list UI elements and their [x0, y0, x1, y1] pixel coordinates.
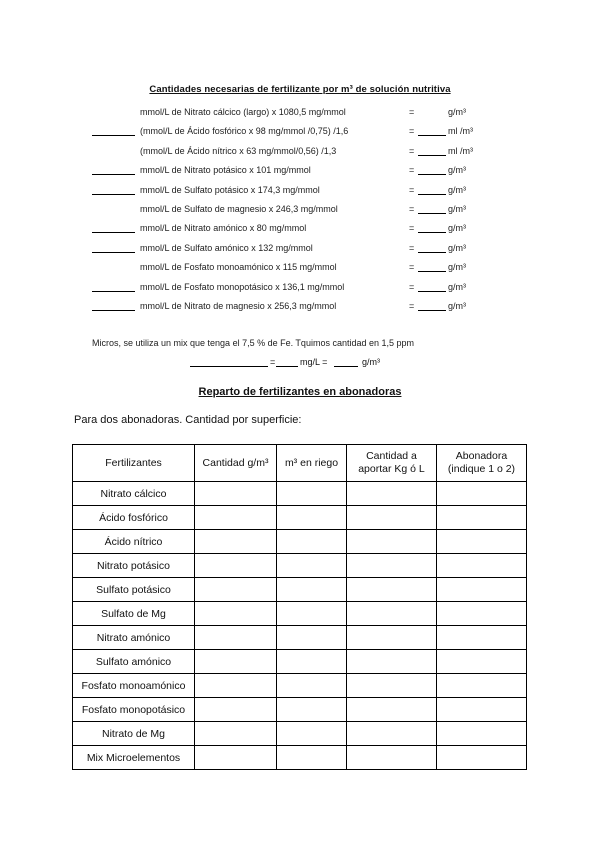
calc-blank-input[interactable] — [92, 194, 135, 195]
calc-row — [0, 165, 600, 179]
cantidad-cell[interactable] — [195, 746, 277, 770]
calc-equals: = — [409, 145, 415, 156]
micros-unit-2: g/m³ — [362, 357, 380, 367]
calc-unit: g/m³ — [448, 301, 466, 311]
micros-blank-2[interactable] — [276, 366, 298, 367]
calc-unit: ml /m³ — [448, 145, 473, 156]
abonadora-cell[interactable] — [437, 650, 527, 674]
calc-blank-input[interactable] — [92, 291, 135, 292]
table-row — [73, 554, 527, 578]
table-row — [73, 506, 527, 530]
calc-row — [0, 126, 600, 140]
m3-cell[interactable] — [277, 578, 347, 602]
calc-result-blank[interactable] — [418, 194, 446, 195]
cantidad-cell[interactable] — [195, 602, 277, 626]
calc-expression: mmol/L de Fosfato monoamónico x 115 mg/mmol — [140, 262, 337, 273]
calc-blank-input[interactable] — [92, 135, 135, 136]
fertilizer-name: Fosfato monopotásico — [73, 698, 195, 722]
cantidad-cell[interactable] — [195, 722, 277, 746]
calc-expression: mmol/L de Nitrato amónico x 80 mg/mmol — [140, 223, 307, 234]
aportar-cell[interactable] — [347, 650, 437, 674]
section2-intro: Para dos abonadoras. Cantidad por superficie: — [74, 414, 302, 426]
calc-row — [0, 223, 600, 237]
table-row — [73, 746, 527, 770]
fertilizer-name: Mix Microelementos — [73, 746, 195, 770]
cantidad-cell[interactable] — [195, 578, 277, 602]
cantidad-cell[interactable] — [195, 698, 277, 722]
aportar-cell[interactable] — [347, 530, 437, 554]
aportar-cell[interactable] — [347, 722, 437, 746]
micros-blank-3[interactable] — [334, 366, 358, 367]
header-abonadora: Abonadora (indique 1 o 2) — [437, 445, 527, 482]
calc-result-blank[interactable] — [418, 155, 446, 156]
m3-cell[interactable] — [277, 650, 347, 674]
m3-cell[interactable] — [277, 554, 347, 578]
fertilizer-name: Sulfato de Mg — [73, 602, 195, 626]
calc-equals: = — [409, 184, 415, 195]
fertilizer-table — [72, 444, 527, 770]
calc-equals: = — [409, 262, 415, 273]
calc-expression: mmol/L de Nitrato de magnesio x 256,3 mg/mmol — [140, 301, 337, 311]
aportar-cell[interactable] — [347, 482, 437, 506]
aportar-cell[interactable] — [347, 746, 437, 770]
calc-equals: = — [409, 281, 415, 292]
cantidad-cell[interactable] — [195, 674, 277, 698]
calc-expression: mmol/L de Nitrato cálcico (largo) x 1080,5 mg/mmol — [140, 107, 346, 117]
abonadora-cell[interactable] — [437, 746, 527, 770]
fertilizer-name: Nitrato amónico — [73, 626, 195, 650]
abonadora-cell[interactable] — [437, 482, 527, 506]
abonadora-cell[interactable] — [437, 698, 527, 722]
calc-row — [0, 185, 600, 199]
calc-expression: mmol/L de Sulfato amónico x 132 mg/mmol — [140, 242, 313, 253]
micros-blank-1[interactable] — [190, 366, 268, 367]
cantidad-cell[interactable] — [195, 554, 277, 578]
fertilizer-name: Nitrato potásico — [73, 554, 195, 578]
abonadora-cell[interactable] — [437, 578, 527, 602]
calc-expression: (mmol/L de Ácido fosfórico x 98 mg/mmol /0,75) /1,6 — [140, 126, 349, 137]
m3-cell[interactable] — [277, 482, 347, 506]
fertilizer-name: Sulfato potásico — [73, 578, 195, 602]
calc-unit: g/m³ — [448, 107, 466, 117]
calc-blank-input[interactable] — [92, 174, 135, 175]
aportar-cell[interactable] — [347, 674, 437, 698]
m3-cell[interactable] — [277, 506, 347, 530]
micros-line — [0, 357, 600, 371]
fertilizer-name: Nitrato cálcico — [73, 482, 195, 506]
m3-cell[interactable] — [277, 698, 347, 722]
abonadora-cell[interactable] — [437, 602, 527, 626]
m3-cell[interactable] — [277, 626, 347, 650]
calc-result-blank[interactable] — [418, 271, 446, 272]
table-row — [73, 482, 527, 506]
calc-blank-input[interactable] — [92, 252, 135, 253]
table-row — [73, 698, 527, 722]
calc-equals: = — [409, 165, 415, 176]
calc-equals: = — [409, 301, 415, 311]
calc-unit: g/m³ — [448, 165, 466, 176]
table-row — [73, 626, 527, 650]
calc-row — [0, 262, 600, 276]
table-row — [73, 530, 527, 554]
table-row — [73, 602, 527, 626]
header-cantidad: Cantidad g/m³ — [195, 445, 277, 482]
calc-blank-input[interactable] — [92, 310, 135, 311]
calc-equals: = — [409, 204, 415, 214]
table-row — [73, 650, 527, 674]
abonadora-cell[interactable] — [437, 722, 527, 746]
table-row — [73, 722, 527, 746]
calc-unit: g/m³ — [448, 281, 466, 292]
cantidad-cell[interactable] — [195, 482, 277, 506]
fertilizer-name: Fosfato monoamónico — [73, 674, 195, 698]
header-fertilizantes: Fertilizantes — [73, 445, 195, 482]
calc-row — [0, 146, 600, 160]
calc-row — [0, 243, 600, 257]
calc-equals: = — [409, 126, 415, 137]
calc-unit: g/m³ — [448, 204, 466, 214]
m3-cell[interactable] — [277, 530, 347, 554]
abonadora-cell[interactable] — [437, 674, 527, 698]
calc-result-blank[interactable] — [418, 252, 446, 253]
cantidad-cell[interactable] — [195, 650, 277, 674]
header-cantidad-aportar: Cantidad a aportar Kg ó L — [347, 445, 437, 482]
calc-result-blank[interactable] — [418, 291, 446, 292]
calc-equals: = — [409, 107, 415, 117]
calc-row — [0, 107, 600, 121]
m3-cell[interactable] — [277, 722, 347, 746]
table-header-row — [73, 445, 527, 482]
abonadora-cell[interactable] — [437, 554, 527, 578]
header-m3-riego: m³ en riego — [277, 445, 347, 482]
calc-equals: = — [409, 223, 415, 234]
calc-result-blank[interactable] — [418, 232, 446, 233]
aportar-cell[interactable] — [347, 554, 437, 578]
fertilizer-name: Nitrato de Mg — [73, 722, 195, 746]
calc-expression: mmol/L de Sulfato de magnesio x 246,3 mg/mmol — [140, 204, 338, 214]
micros-eq: = — [270, 357, 276, 367]
m3-cell[interactable] — [277, 746, 347, 770]
fertilizer-name: Ácido fosfórico — [73, 506, 195, 530]
section2-title: Reparto de fertilizantes en abonadoras — [198, 386, 402, 398]
calc-unit: g/m³ — [448, 242, 466, 253]
calc-result-blank[interactable] — [418, 213, 446, 214]
calc-result-blank[interactable] — [418, 174, 446, 175]
abonadora-cell[interactable] — [437, 530, 527, 554]
aportar-cell[interactable] — [347, 506, 437, 530]
calc-blank-input[interactable] — [92, 232, 135, 233]
micros-note: Micros, se utiliza un mix que tenga el 7,5 % de Fe. Tquimos cantidad en 1,5 ppm — [92, 338, 415, 348]
calc-equals: = — [409, 242, 415, 253]
abonadora-cell[interactable] — [437, 626, 527, 650]
calc-row — [0, 282, 600, 296]
calc-row — [0, 301, 600, 315]
calc-expression: (mmol/L de Ácido nítrico x 63 mg/mmol/0,56) /1,3 — [140, 145, 337, 156]
aportar-cell[interactable] — [347, 626, 437, 650]
fertilizer-name: Sulfato amónico — [73, 650, 195, 674]
calc-expression: mmol/L de Fosfato monopotásico x 136,1 mg/mmol — [140, 281, 345, 292]
cantidad-cell[interactable] — [195, 626, 277, 650]
aportar-cell[interactable] — [347, 602, 437, 626]
cantidad-cell[interactable] — [195, 530, 277, 554]
calc-expression: mmol/L de Nitrato potásico x 101 mg/mmol — [140, 165, 311, 176]
aportar-cell[interactable] — [347, 578, 437, 602]
calc-row — [0, 204, 600, 218]
calc-result-blank[interactable] — [418, 310, 446, 311]
calc-result-blank[interactable] — [418, 135, 446, 136]
calc-unit: g/m³ — [448, 262, 466, 273]
calc-expression: mmol/L de Sulfato potásico x 174,3 mg/mmol — [140, 184, 320, 195]
cantidad-cell[interactable] — [195, 506, 277, 530]
m3-cell[interactable] — [277, 602, 347, 626]
aportar-cell[interactable] — [347, 698, 437, 722]
fertilizer-name: Ácido nítrico — [73, 530, 195, 554]
m3-cell[interactable] — [277, 674, 347, 698]
calc-unit: g/m³ — [448, 184, 466, 195]
table-row — [73, 578, 527, 602]
table-row — [73, 674, 527, 698]
section1-title: Cantidades necesarias de fertilizante por m³ de solución nutritiva — [149, 84, 451, 95]
calc-unit: g/m³ — [448, 223, 466, 234]
calc-unit: ml /m³ — [448, 126, 473, 137]
micros-unit-1: mg/L = — [300, 357, 328, 367]
abonadora-cell[interactable] — [437, 506, 527, 530]
